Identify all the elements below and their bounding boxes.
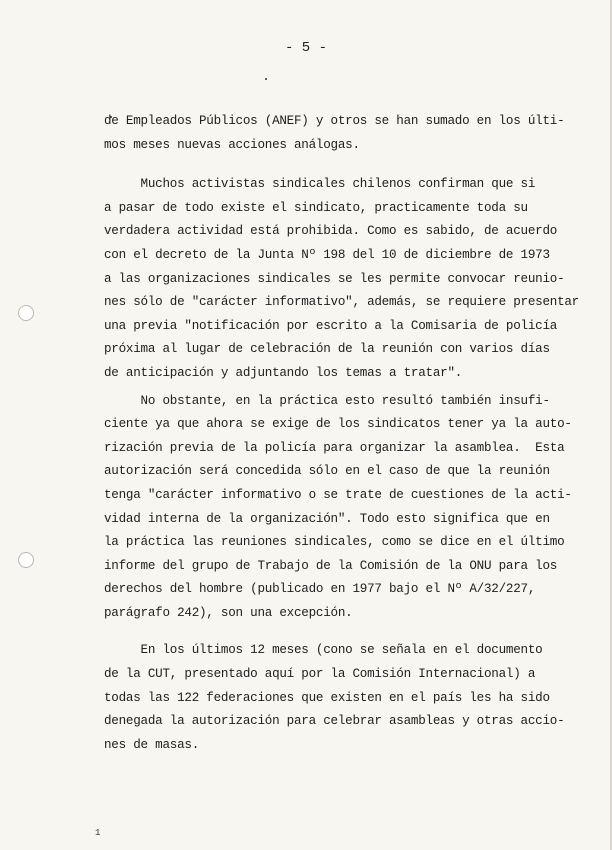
text-line: de anticipación y adjuntando los temas a tratar". <box>104 365 463 380</box>
text-line: a las organizaciones sindicales se les permite convocar reunio- <box>104 271 565 286</box>
text-line: ciente ya que ahora se exige de los sindicatos tener ya la auto- <box>104 417 572 432</box>
text-line: parágrafo 242), son una excepción. <box>104 605 353 620</box>
text-line: rización previa de la policía para organizar la asamblea. Esta <box>104 440 565 455</box>
text-line: nes sólo de "carácter informativo", además, se requiere presentar <box>104 295 579 310</box>
text-line: denegada la autorización para celebrar asambleas y otras accio- <box>104 714 565 729</box>
text-line: mos meses nuevas acciones análogas. <box>104 137 360 152</box>
text-line: Muchos activistas sindicales chilenos confirman que si <box>104 177 536 192</box>
text-line: próxima al lugar de celebración de la reunión con varios días <box>104 342 550 357</box>
body-text <box>104 110 594 757</box>
text-line: una previa "notificación por escrito a la Comisaria de policía <box>104 318 558 333</box>
text-line: nes de masas. <box>104 737 199 752</box>
punch-hole <box>18 552 34 568</box>
page-number: - 5 - <box>284 40 327 56</box>
paragraph-3 <box>104 390 594 626</box>
punch-hole <box>18 305 34 321</box>
paragraph-1 <box>104 110 594 157</box>
paragraph-4 <box>104 639 594 757</box>
paragraph-2 <box>104 173 594 385</box>
speck <box>265 78 267 80</box>
text-line: En los últimos 12 meses (cono se señala en el documento <box>104 643 543 658</box>
bottom-margin-mark: 1 <box>95 828 101 838</box>
text-line: derechos del hombre (publicado en 1977 bajo el Nº A/32/227, <box>104 582 536 597</box>
text-line: a pasar de todo existe el sindicato, practicamente toda su <box>104 200 528 215</box>
text-line: informe del grupo de Trabajo de la Comisión de la ONU para los <box>104 558 558 573</box>
text-line: autorización será concedida sólo en el caso de que la reunión <box>104 464 550 479</box>
text-line: No obstante, en la práctica esto resultó también insufi- <box>104 393 550 408</box>
text-line: verdadera actividad está prohibida. Como es sabido, de acuerdo <box>104 224 558 239</box>
text-line: vidad interna de la organización". Todo esto significa que en <box>104 511 550 526</box>
text-line: con el decreto de la Junta Nº 198 del 10 de diciembre de 1973 <box>104 247 550 262</box>
text-line: de la CUT, presentado aquí por la Comisión Internacional) a <box>104 667 536 682</box>
text-line: de Empleados Públicos (ANEF) y otros se han sumado en los últi- <box>104 114 565 128</box>
text-line: la práctica las reuniones sindicales, como se dice en el último <box>104 535 565 550</box>
text-line: todas las 122 federaciones que existen en el país les ha sido <box>104 690 550 705</box>
text-line: tenga "carácter informativo o se trate de cuestiones de la acti- <box>104 487 572 502</box>
